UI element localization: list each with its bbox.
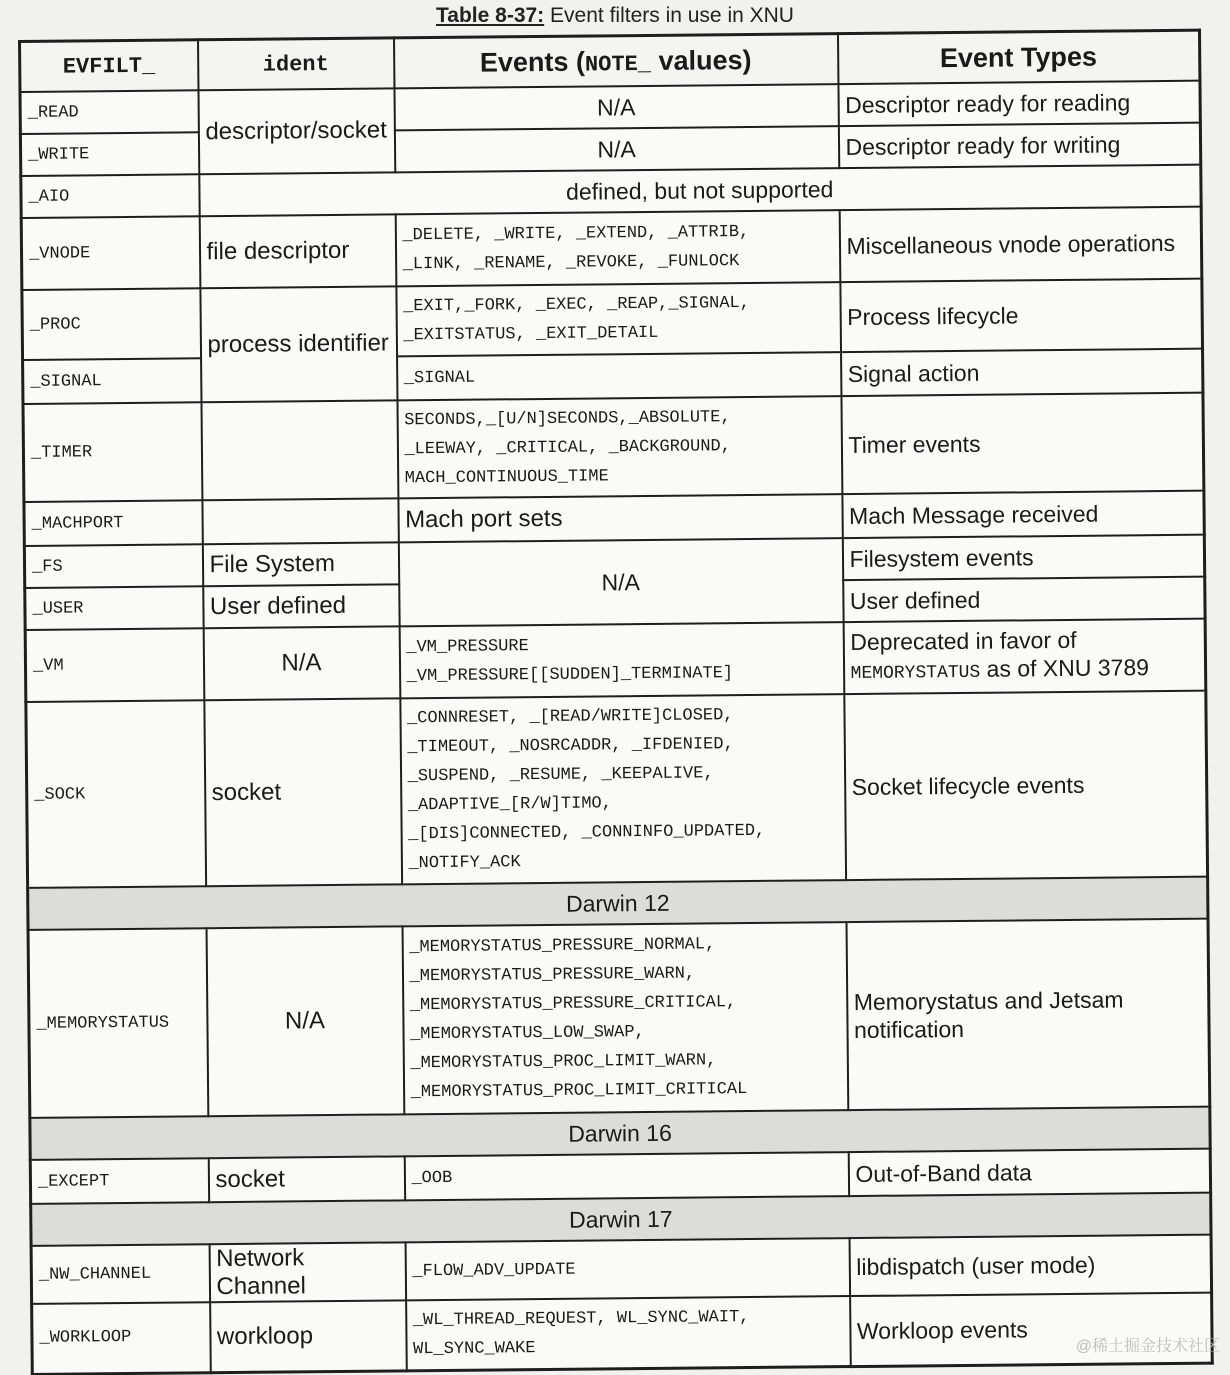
ident-sock: socket [204, 698, 402, 886]
table-row [28, 919, 1210, 1118]
filter-vnode: _VNODE [21, 216, 200, 290]
type-memorystatus: Memorystatus and Jetsam notification [846, 919, 1210, 1110]
table-caption [0, 4, 1230, 28]
ident-process-identifier: process identifier [200, 286, 397, 402]
events-timer: SECONDS,_[U/N]SECONDS,_ABSOLUTE, _LEEWAY, _CRITICAL, _BACKGROUND, MACH_CONTINUOUS_TIME [397, 396, 842, 498]
event-filters-table [18, 29, 1214, 1375]
filter-aio: _AIO [21, 174, 199, 218]
events-memorystatus: _MEMORYSTATUS_PRESSURE_NORMAL, _MEMORYSTATUS_PRESSURE_WARN, _MEMORYSTATUS_PRESSURE_CRITICAL, _MEMORYSTATUS_LOW_SWAP, _MEMORYSTATUS_PROC_LIMIT_WARN, _MEMORYSTATUS_PROC_LIMIT_CRITICAL [402, 922, 848, 1114]
aio-note: defined, but not supported [199, 165, 1201, 217]
ident-descriptor-socket: descriptor/socket [198, 88, 395, 174]
events-vm: _VM_PRESSURE _VM_PRESSURE[[SUDDEN]_TERMINATE] [399, 622, 844, 698]
filter-proc: _PROC [22, 288, 201, 360]
type-fs: Filesystem events [842, 535, 1204, 580]
filter-nw-channel: _NW_CHANNEL [31, 1244, 210, 1304]
events-fs-user: N/A [398, 538, 843, 626]
filter-signal: _SIGNAL [23, 358, 201, 404]
filter-read: _READ [20, 90, 198, 134]
caption-label: Table 8-37: [436, 4, 545, 27]
events-vnode: _DELETE, _WRITE, _EXTEND, _ATTRIB, _LINK, _RENAME, _REVOKE, _FUNLOCK [395, 210, 840, 286]
events-nw-channel: _FLOW_ADV_UPDATE [405, 1238, 850, 1300]
type-workloop: Workloop events [850, 1293, 1213, 1366]
ident-timer [201, 400, 398, 500]
ident-nw-channel: Network Channel [209, 1242, 406, 1302]
events-signal: _SIGNAL [397, 352, 841, 400]
table-row [21, 207, 1202, 290]
header-event-types: Event Types [837, 30, 1199, 84]
filter-except: _EXCEPT [30, 1158, 208, 1204]
events-read: N/A [394, 84, 838, 130]
ident-workloop: workloop [210, 1300, 407, 1372]
filter-write: _WRITE [20, 132, 198, 176]
events-write: N/A [394, 126, 838, 172]
band-label: Darwin 12 [28, 877, 1208, 930]
table-row [23, 393, 1204, 502]
type-proc: Process lifecycle [840, 279, 1203, 352]
table-sheet [18, 29, 1211, 1375]
type-write: Descriptor ready for writing [838, 123, 1200, 168]
events-except: _OOB [404, 1152, 848, 1200]
type-except: Out-of-Band data [848, 1149, 1210, 1196]
ident-user: User defined [203, 584, 399, 628]
table-row [26, 691, 1208, 888]
events-sock: _CONNRESET, _[READ/WRITE]CLOSED, _TIMEOUT, _NOSRCADDR, _IFDENIED, _SUSPEND, _RESUME, _KEEPALIVE, _ADAPTIVE_[R/W]TIMO, _[DIS]CONNECTED, _CONNINFO_UPDATED, _NOTIFY_ACK [400, 694, 846, 884]
filter-workloop: _WORKLOOP [32, 1302, 211, 1374]
watermark: @稀土掘金技术社区 [1075, 1338, 1220, 1355]
filter-vm: _VM [25, 628, 204, 702]
ident-vm: N/A [203, 626, 400, 700]
filter-fs: _FS [24, 544, 202, 588]
ident-memorystatus: N/A [206, 926, 404, 1116]
ident-vnode: file descriptor [199, 214, 396, 288]
table-row [22, 279, 1203, 360]
events-machport: Mach port sets [398, 494, 842, 542]
events-proc: _EXIT,_FORK, _EXEC, _REAP,_SIGNAL, _EXITSTATUS, _EXIT_DETAIL [396, 282, 841, 356]
ident-machport [202, 498, 398, 544]
filter-machport: _MACHPORT [24, 500, 202, 546]
header-events: Events (NOTE_ values) [393, 34, 837, 89]
type-sock: Socket lifecycle events [844, 691, 1208, 880]
events-workloop: _WL_THREAD_REQUEST, WL_SYNC_WAIT, WL_SYNC_WAKE [406, 1296, 851, 1370]
filter-memorystatus: _MEMORYSTATUS [28, 928, 208, 1118]
band-label: Darwin 17 [31, 1193, 1211, 1246]
type-vm: Deprecated in favor of MEMORYSTATUS as of XNU 3789 [843, 619, 1206, 694]
type-machport: Mach Message received [842, 491, 1204, 538]
type-timer: Timer events [841, 393, 1204, 494]
ident-fs: File System [202, 542, 398, 586]
header-ident: ident [198, 38, 394, 90]
filter-user: _USER [25, 586, 203, 630]
caption-text: Event filters in use in XNU [550, 4, 794, 27]
band-label: Darwin 16 [30, 1107, 1210, 1160]
type-vnode: Miscellaneous vnode operations [839, 207, 1202, 282]
type-user: User defined [843, 577, 1205, 622]
type-read: Descriptor ready for reading [838, 81, 1200, 126]
filter-timer: _TIMER [23, 402, 202, 502]
ident-except: socket [208, 1156, 404, 1202]
type-signal: Signal action [841, 349, 1203, 396]
filter-sock: _SOCK [26, 700, 206, 888]
header-evfilt: EVFILT_ [20, 40, 198, 92]
type-nw-channel: libdispatch (user mode) [849, 1235, 1212, 1296]
table-row [25, 619, 1206, 702]
